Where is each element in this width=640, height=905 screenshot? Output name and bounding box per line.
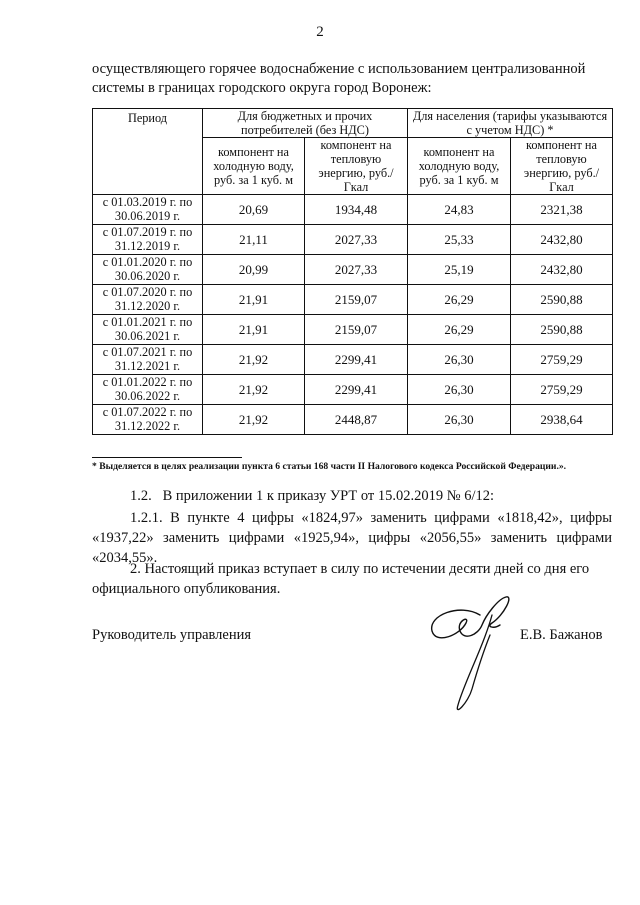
row-period: с 01.07.2019 г. по 31.12.2019 г.: [93, 225, 203, 255]
row-population-cold: 24,83: [408, 195, 511, 225]
row-period: с 01.07.2020 г. по 31.12.2020 г.: [93, 285, 203, 315]
header-group-budget: Для бюджетных и прочих потребителей (без НДС): [203, 109, 408, 138]
row-population-heat: 2590,88: [511, 285, 613, 315]
row-period: с 01.07.2022 г. по 31.12.2022 г.: [93, 405, 203, 435]
signatory-name: Е.В. Бажанов: [520, 627, 603, 643]
row-population-heat: 2321,38: [511, 195, 613, 225]
row-budget-cold: 21,11: [203, 225, 305, 255]
footnote-divider: [92, 457, 242, 458]
page-number: 2: [316, 24, 324, 40]
header-population-heat-energy: компонент на тепловую энергию, руб./Гкал: [511, 138, 613, 195]
row-budget-cold: 21,91: [203, 285, 305, 315]
table-row: [93, 195, 613, 225]
row-population-heat: 2590,88: [511, 315, 613, 345]
row-period: с 01.03.2019 г. по 30.06.2019 г.: [93, 195, 203, 225]
row-period: с 01.01.2021 г. по 30.06.2021 г.: [93, 315, 203, 345]
row-period: с 01.01.2022 г. по 30.06.2022 г.: [93, 375, 203, 405]
paragraph-1-2: 1.2. В приложении 1 к приказу УРТ от 15.02.2019 № 6/12:: [130, 488, 495, 504]
row-budget-heat: 2299,41: [305, 375, 408, 405]
table-row: [93, 375, 613, 405]
row-population-heat: 2938,64: [511, 405, 613, 435]
row-population-heat: 2432,80: [511, 225, 613, 255]
row-budget-heat: 2027,33: [305, 255, 408, 285]
row-population-cold: 25,33: [408, 225, 511, 255]
row-budget-cold: 20,69: [203, 195, 305, 225]
row-budget-heat: 2159,07: [305, 315, 408, 345]
intro-text: осуществляющего горячее водоснабжение с использованием централизованной системы в границах городского округа город Воронеж:: [92, 61, 586, 96]
row-population-heat: 2759,29: [511, 375, 613, 405]
row-budget-cold: 21,92: [203, 345, 305, 375]
table-row: [93, 345, 613, 375]
row-budget-cold: 20,99: [203, 255, 305, 285]
row-budget-heat: 2299,41: [305, 345, 408, 375]
row-budget-heat: 2159,07: [305, 285, 408, 315]
row-population-cold: 26,30: [408, 405, 511, 435]
row-population-cold: 26,30: [408, 375, 511, 405]
handwritten-signature: [420, 585, 520, 720]
tariff-table: [92, 108, 613, 435]
row-budget-heat: 2448,87: [305, 405, 408, 435]
row-budget-heat: 2027,33: [305, 225, 408, 255]
paragraph-2: 2. Настоящий приказ вступает в силу по истечении десяти дней со дня его официального опубликования.: [92, 561, 590, 597]
table-row: [93, 285, 613, 315]
table-row: [93, 405, 613, 435]
row-period: с 01.07.2021 г. по 31.12.2021 г.: [93, 345, 203, 375]
row-budget-cold: 21,92: [203, 405, 305, 435]
row-population-cold: 26,30: [408, 345, 511, 375]
signatory-title: Руководитель управления: [92, 627, 252, 643]
row-population-heat: 2432,80: [511, 255, 613, 285]
header-group-population: Для населения (тарифы указываются с учетом НДС) *: [408, 109, 613, 138]
header-budget-heat-energy: компонент на тепловую энергию, руб./Гкал: [305, 138, 408, 195]
row-population-cold: 26,29: [408, 315, 511, 345]
table-row: [93, 225, 613, 255]
table-row: [93, 255, 613, 285]
row-population-cold: 26,29: [408, 285, 511, 315]
row-budget-heat: 1934,48: [305, 195, 408, 225]
paragraph-1-2-1: 1.2.1. В пункте 4 цифры «1824,97» заменить цифрами «1818,42», цифры «1937,22» заменить цифрами «1925,94», цифры «2056,55» заменить цифрами «2034,55».: [92, 510, 612, 566]
row-budget-cold: 21,92: [203, 375, 305, 405]
header-population-cold-water: компонент на холодную воду, руб. за 1 куб. м: [408, 138, 511, 195]
row-period: с 01.01.2020 г. по 30.06.2020 г.: [93, 255, 203, 285]
row-population-heat: 2759,29: [511, 345, 613, 375]
header-budget-cold-water: компонент на холодную воду, руб. за 1 куб. м: [203, 138, 305, 195]
row-population-cold: 25,19: [408, 255, 511, 285]
table-row: [93, 315, 613, 345]
footnote: * Выделяется в целях реализации пункта 6 статьи 168 части II Налогового кодекса Российской Федерации.».: [92, 461, 567, 472]
header-period: Период: [93, 109, 203, 195]
row-budget-cold: 21,91: [203, 315, 305, 345]
